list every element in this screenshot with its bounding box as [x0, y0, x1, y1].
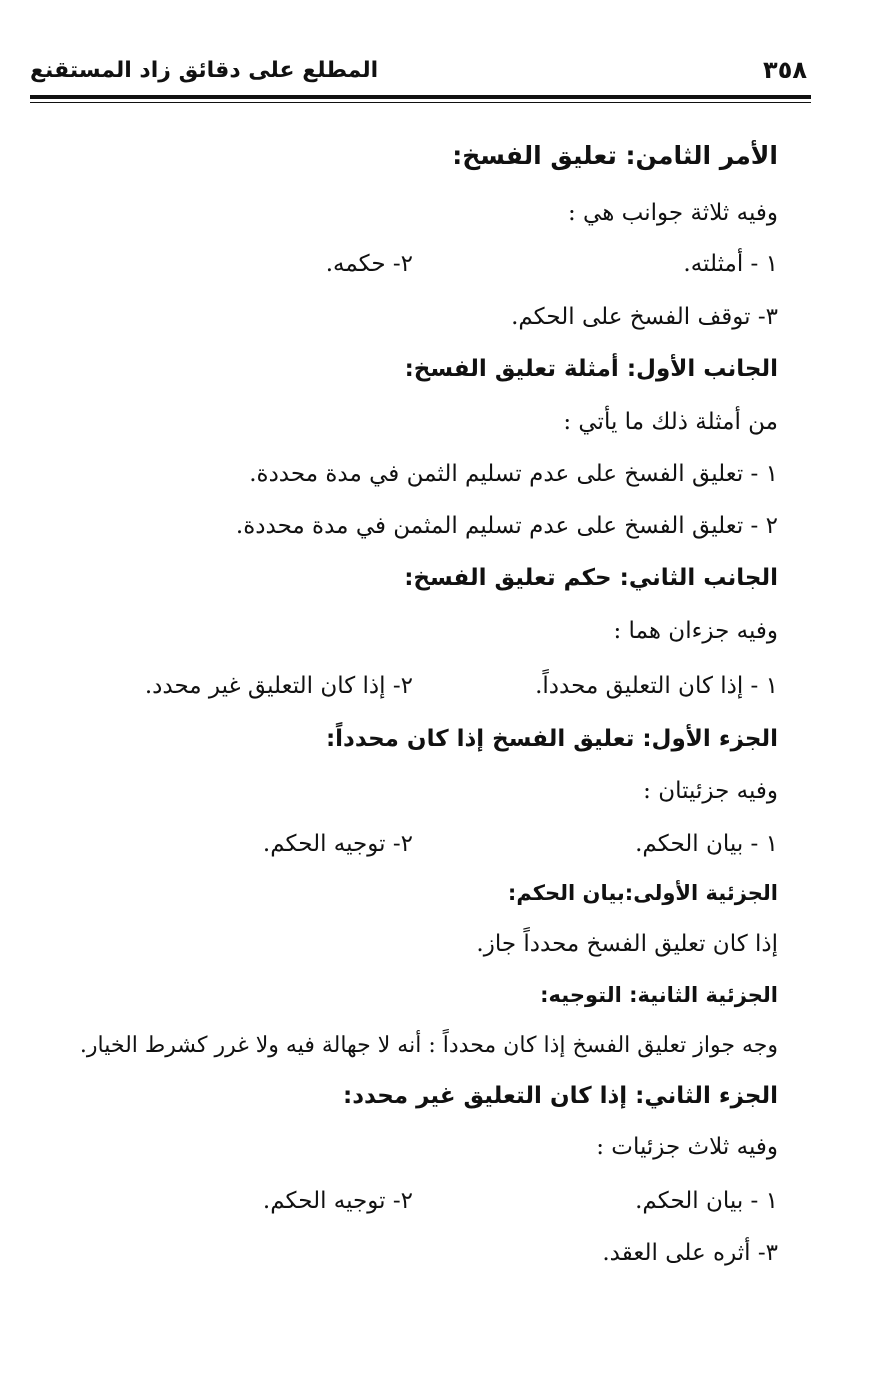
subpart-reason: ٢- توجيه الحكم.: [262, 831, 413, 857]
page-header: [30, 58, 811, 98]
list-item-dependence: ٣- توقف الفسخ على الحكم.: [511, 304, 778, 330]
heading-part-two: الجزء الثاني: إذا كان التعليق غير محدد:: [343, 1083, 778, 1109]
subpart2-ruling: ١ - بيان الحكم.: [635, 1188, 778, 1214]
reason-text: وجه جواز تعليق الفسخ إذا كان محدداً : أنه لا جهالة فيه ولا غرر كشرط الخيار.: [79, 1033, 778, 1058]
part-limited: ١ - إذا كان التعليق محدداً.: [535, 673, 778, 699]
subpart2-effect: ٣- أثره على العقد.: [602, 1240, 778, 1266]
heading-eighth-matter: الأمر الثامن: تعليق الفسخ:: [452, 141, 778, 170]
heading-subpart-one: الجزئية الأولى:بيان الحكم:: [507, 881, 778, 905]
heading-part-one: الجزء الأول: تعليق الفسخ إذا كان محدداً:: [325, 726, 778, 752]
subpart2-reason: ٢- توجيه الحكم.: [262, 1188, 413, 1214]
example-two: ٢ - تعليق الفسخ على عدم تسليم المثمن في مدة محددة.: [235, 513, 778, 539]
ruling-text: إذا كان تعليق الفسخ محدداً جاز.: [476, 931, 778, 957]
intro-three-subparts: وفيه ثلاث جزئيات :: [596, 1134, 778, 1160]
page-number: ٣٥٨: [763, 56, 807, 84]
intro-two-subparts: وفيه جزئيتان :: [643, 778, 778, 804]
example-one: ١ - تعليق الفسخ على عدم تسليم الثمن في مدة محددة.: [249, 461, 778, 487]
examples-intro: من أمثلة ذلك ما يأتي :: [563, 409, 778, 435]
heading-subpart-two: الجزئية الثانية: التوجيه:: [540, 983, 778, 1007]
intro-two-parts: وفيه جزءان هما :: [613, 618, 778, 644]
header-rule-thin: [30, 102, 811, 103]
intro-three-aspects: وفيه ثلاثة جوانب هي :: [568, 200, 778, 226]
book-title: المطلع على دقائق زاد المستقنع: [30, 58, 379, 83]
heading-side-two: الجانب الثاني: حكم تعليق الفسخ:: [404, 565, 778, 591]
subpart-ruling: ١ - بيان الحكم.: [635, 831, 778, 857]
list-item-ruling: ٢- حكمه.: [325, 251, 413, 277]
heading-side-one: الجانب الأول: أمثلة تعليق الفسخ:: [404, 356, 778, 382]
header-rule-thick: [30, 95, 811, 99]
part-unlimited: ٢- إذا كان التعليق غير محدد.: [144, 673, 413, 699]
list-item-examples: ١ - أمثلته.: [683, 251, 778, 277]
